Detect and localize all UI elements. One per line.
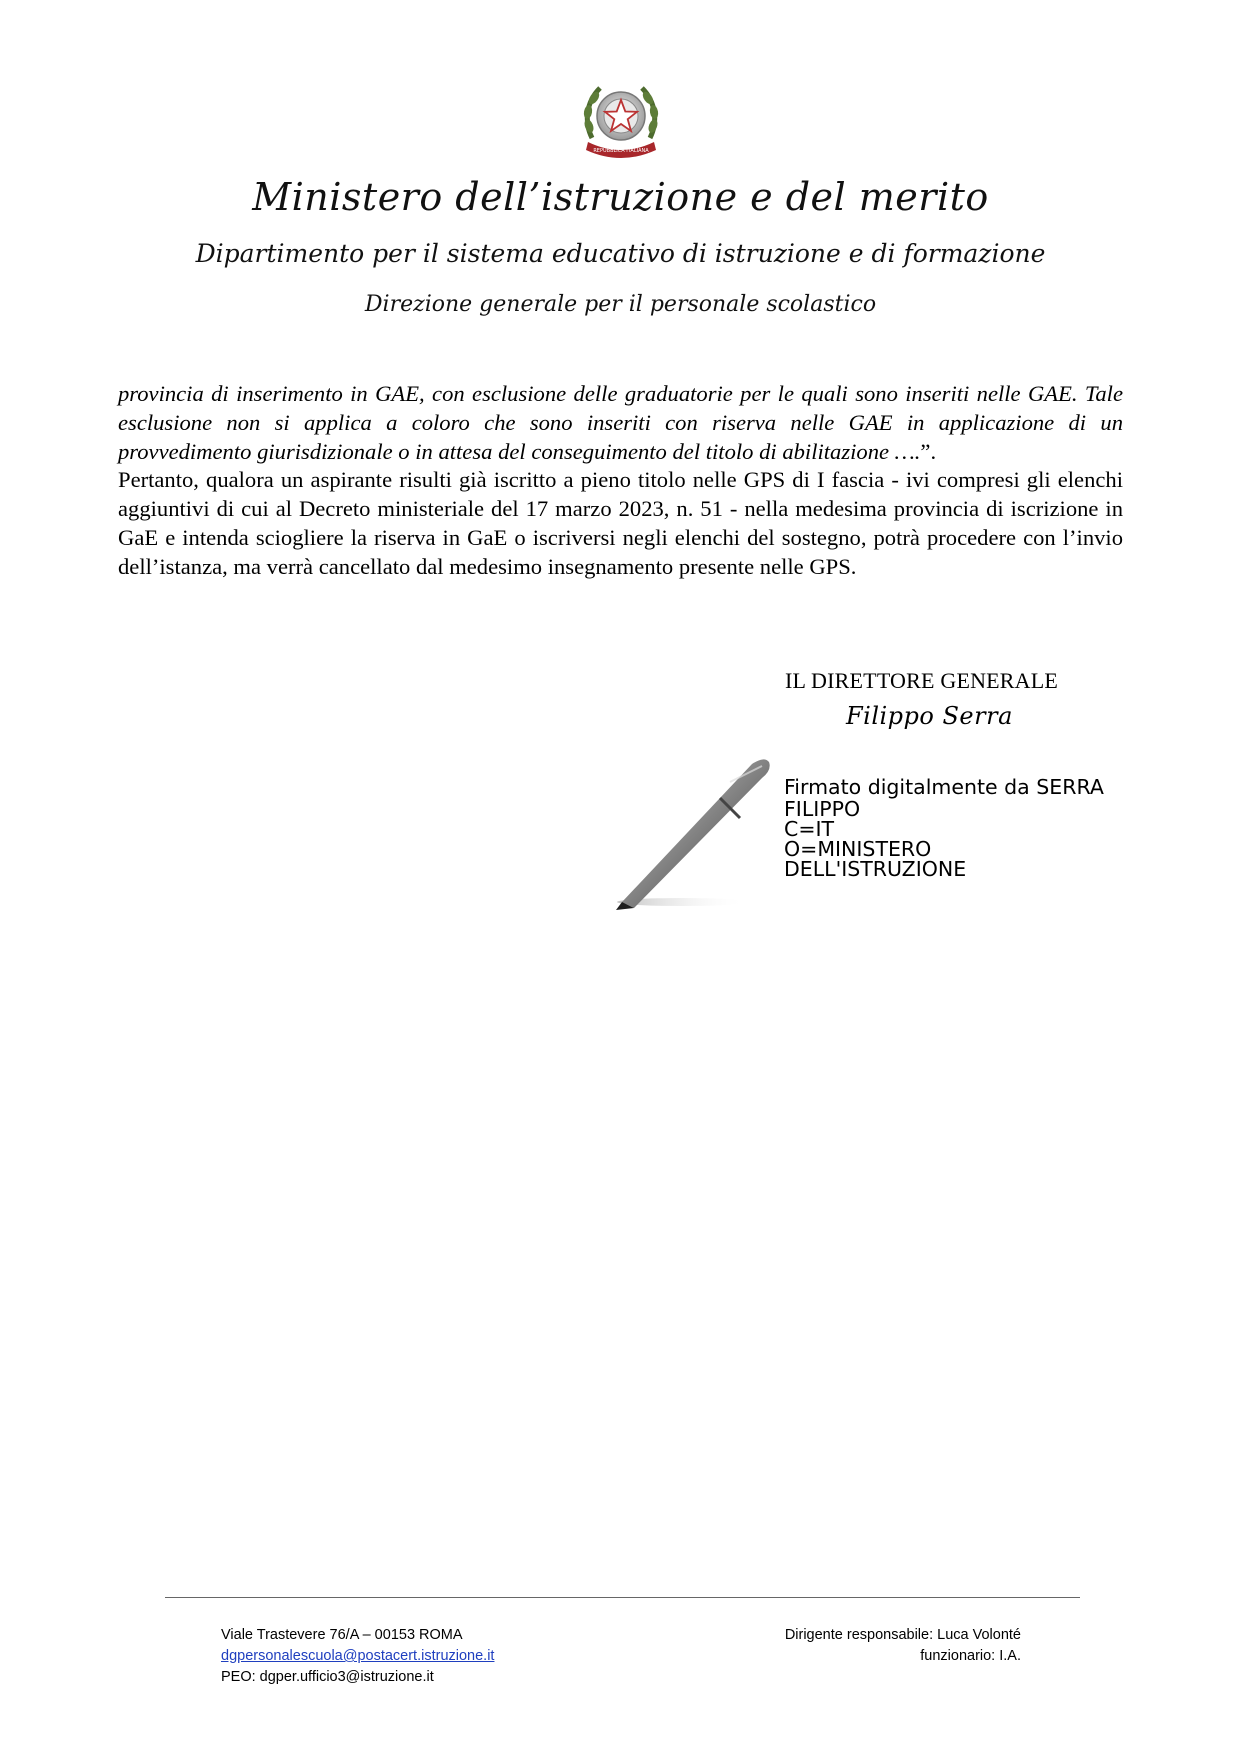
signatory-name: Filippo Serra [846,702,1013,730]
department-title: Dipartimento per il sistema educativo di istruzione e di formazione [195,239,1046,268]
footer-contacts [221,1625,494,1688]
footer-officer: funzionario: I.A. [920,1648,1021,1664]
document-body [118,380,1123,582]
ministry-title: Ministero dell’istruzione e del merito [252,175,989,219]
quoted-text-italic: provincia di inserimento in GAE, con esclusione delle graduatorie per le quali sono inseriti nelle GAE. Tale esclusione non si applica a coloro che sono inseriti con riserva nelle GAE in applicazione di un provvedimento giurisdizionale o in attesa del conseguimento del titolo di abilitazione …. [118,381,1123,464]
emblem-ribbon-text: REPUBBLICA ITALIANA [593,148,649,154]
quoted-text [118,380,1123,466]
footer-peo: PEO: dgper.ufficio3@istruzione.it [221,1669,434,1685]
footer-address: Viale Trastevere 76/A – 00153 ROMA [221,1627,463,1643]
digital-signature-line: Firmato digitalmente da SERRA [784,775,1104,799]
digital-signature-line: FILIPPO [784,797,861,821]
digital-signature-line: DELL'ISTRUZIONE [784,857,967,881]
footer-manager: Dirigente responsabile: Luca Volonté [784,1627,1021,1643]
signatory-title: IL DIRETTORE GENERALE [785,668,1059,693]
body-paragraph: Pertanto, qualora un aspirante risulti già iscritto a pieno titolo nelle GPS di I fascia - ivi compresi gli elenchi aggiuntivi di cui al Decreto ministeriale del 17 marzo 2023, n. 51 - nella medesima provincia di iscrizione in GaE e intenda sciogliere la riserva in GaE o iscriversi negli elenchi del sostegno, potrà procedere con l’invio dell’istanza, ma verrà cancellato dal medesimo insegnamento presente nelle GPS. [118,467,1123,579]
footer-divider [165,1597,1080,1598]
digital-signature-block [784,777,1104,879]
emblem-icon [578,76,664,162]
digital-signature-line: O=MINISTERO [784,837,932,861]
digital-signature-line: C=IT [784,817,835,841]
directorate-title: Direzione generale per il personale scolastico [364,292,877,317]
pen-icon [612,752,777,912]
quote-close: ”. [920,438,937,464]
footer-pec-link[interactable]: dgpersonalescuola@postacert.istruzione.it [221,1648,495,1664]
footer-responsible [785,1625,1021,1667]
